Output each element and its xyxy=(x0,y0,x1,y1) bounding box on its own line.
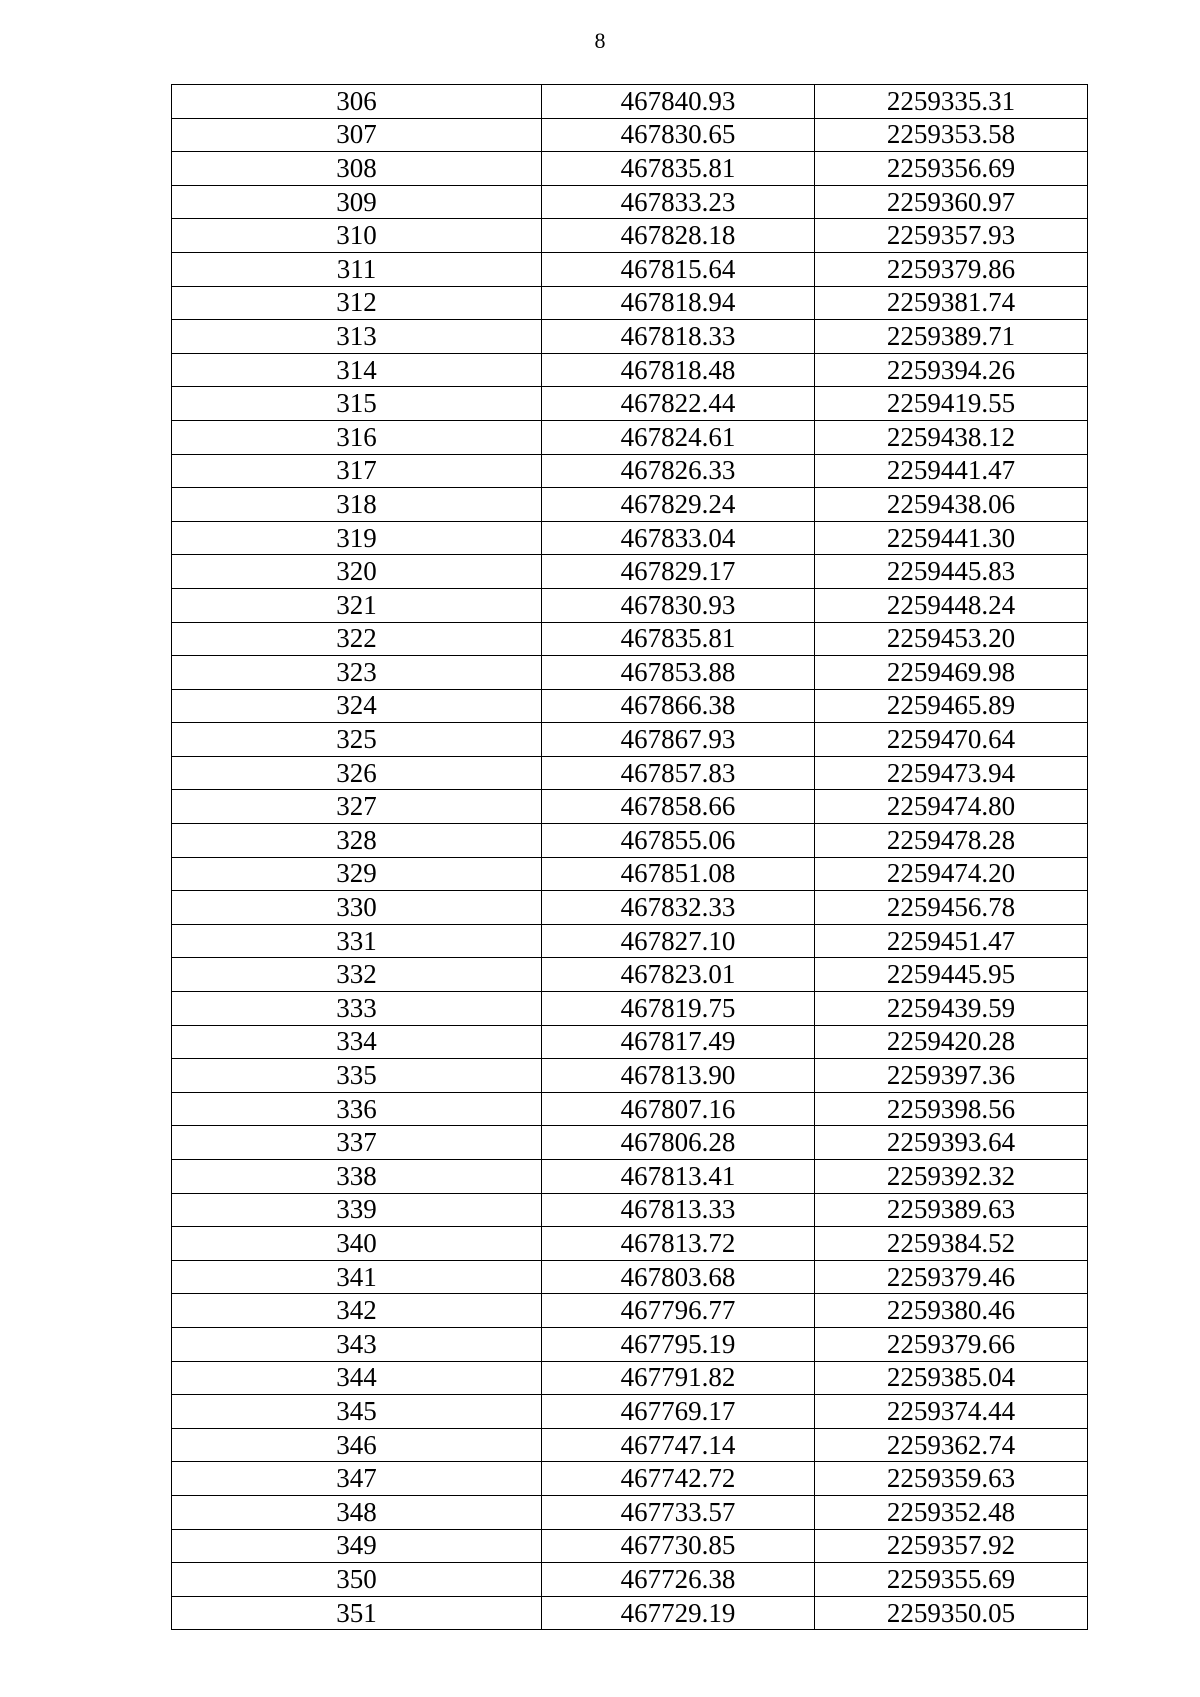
table-row xyxy=(172,152,1088,186)
table-row xyxy=(172,857,1088,891)
x-coordinate-cell: 467866.38 xyxy=(542,689,815,723)
y-coordinate-cell: 2259356.69 xyxy=(815,152,1088,186)
x-coordinate-cell: 467730.85 xyxy=(542,1529,815,1563)
x-coordinate-cell: 467813.90 xyxy=(542,1059,815,1093)
x-coordinate-cell: 467829.24 xyxy=(542,488,815,522)
x-coordinate-cell: 467826.33 xyxy=(542,454,815,488)
table-row xyxy=(172,891,1088,925)
table-row xyxy=(172,387,1088,421)
x-coordinate-cell: 467796.77 xyxy=(542,1294,815,1328)
y-coordinate-cell: 2259439.59 xyxy=(815,992,1088,1026)
x-coordinate-cell: 467807.16 xyxy=(542,1092,815,1126)
y-coordinate-cell: 2259474.20 xyxy=(815,857,1088,891)
table-row xyxy=(172,1327,1088,1361)
point-number-cell: 333 xyxy=(172,992,542,1026)
table-row xyxy=(172,1294,1088,1328)
x-coordinate-cell: 467729.19 xyxy=(542,1596,815,1630)
y-coordinate-cell: 2259389.63 xyxy=(815,1193,1088,1227)
x-coordinate-cell: 467822.44 xyxy=(542,387,815,421)
table-row xyxy=(172,1227,1088,1261)
x-coordinate-cell: 467818.33 xyxy=(542,320,815,354)
y-coordinate-cell: 2259448.24 xyxy=(815,588,1088,622)
coordinates-table-body xyxy=(172,85,1088,1630)
point-number-cell: 337 xyxy=(172,1126,542,1160)
x-coordinate-cell: 467791.82 xyxy=(542,1361,815,1395)
point-number-cell: 312 xyxy=(172,286,542,320)
y-coordinate-cell: 2259335.31 xyxy=(815,85,1088,119)
x-coordinate-cell: 467795.19 xyxy=(542,1327,815,1361)
x-coordinate-cell: 467835.81 xyxy=(542,152,815,186)
x-coordinate-cell: 467742.72 xyxy=(542,1462,815,1496)
y-coordinate-cell: 2259350.05 xyxy=(815,1596,1088,1630)
y-coordinate-cell: 2259379.66 xyxy=(815,1327,1088,1361)
point-number-cell: 327 xyxy=(172,790,542,824)
table-row xyxy=(172,1092,1088,1126)
x-coordinate-cell: 467857.83 xyxy=(542,756,815,790)
x-coordinate-cell: 467833.04 xyxy=(542,521,815,555)
x-coordinate-cell: 467833.23 xyxy=(542,185,815,219)
table-row xyxy=(172,420,1088,454)
table-row xyxy=(172,588,1088,622)
point-number-cell: 325 xyxy=(172,723,542,757)
x-coordinate-cell: 467733.57 xyxy=(542,1495,815,1529)
point-number-cell: 339 xyxy=(172,1193,542,1227)
y-coordinate-cell: 2259381.74 xyxy=(815,286,1088,320)
table-row xyxy=(172,1126,1088,1160)
table-row xyxy=(172,1193,1088,1227)
point-number-cell: 350 xyxy=(172,1563,542,1597)
table-row xyxy=(172,790,1088,824)
table-row xyxy=(172,723,1088,757)
y-coordinate-cell: 2259438.06 xyxy=(815,488,1088,522)
table-row xyxy=(172,1260,1088,1294)
point-number-cell: 315 xyxy=(172,387,542,421)
x-coordinate-cell: 467824.61 xyxy=(542,420,815,454)
x-coordinate-cell: 467747.14 xyxy=(542,1428,815,1462)
table-row xyxy=(172,992,1088,1026)
point-number-cell: 331 xyxy=(172,924,542,958)
table-row xyxy=(172,286,1088,320)
y-coordinate-cell: 2259384.52 xyxy=(815,1227,1088,1261)
point-number-cell: 322 xyxy=(172,622,542,656)
table-row xyxy=(172,1059,1088,1093)
point-number-cell: 348 xyxy=(172,1495,542,1529)
table-row xyxy=(172,1160,1088,1194)
point-number-cell: 317 xyxy=(172,454,542,488)
table-row xyxy=(172,656,1088,690)
y-coordinate-cell: 2259420.28 xyxy=(815,1025,1088,1059)
x-coordinate-cell: 467840.93 xyxy=(542,85,815,119)
table-row xyxy=(172,958,1088,992)
y-coordinate-cell: 2259393.64 xyxy=(815,1126,1088,1160)
y-coordinate-cell: 2259465.89 xyxy=(815,689,1088,723)
point-number-cell: 329 xyxy=(172,857,542,891)
point-number-cell: 318 xyxy=(172,488,542,522)
x-coordinate-cell: 467835.81 xyxy=(542,622,815,656)
point-number-cell: 309 xyxy=(172,185,542,219)
y-coordinate-cell: 2259470.64 xyxy=(815,723,1088,757)
table-row xyxy=(172,824,1088,858)
y-coordinate-cell: 2259441.47 xyxy=(815,454,1088,488)
y-coordinate-cell: 2259379.46 xyxy=(815,1260,1088,1294)
point-number-cell: 347 xyxy=(172,1462,542,1496)
point-number-cell: 316 xyxy=(172,420,542,454)
x-coordinate-cell: 467818.48 xyxy=(542,353,815,387)
x-coordinate-cell: 467855.06 xyxy=(542,824,815,858)
x-coordinate-cell: 467815.64 xyxy=(542,252,815,286)
y-coordinate-cell: 2259473.94 xyxy=(815,756,1088,790)
point-number-cell: 344 xyxy=(172,1361,542,1395)
y-coordinate-cell: 2259398.56 xyxy=(815,1092,1088,1126)
table-row xyxy=(172,118,1088,152)
point-number-cell: 313 xyxy=(172,320,542,354)
point-number-cell: 314 xyxy=(172,353,542,387)
y-coordinate-cell: 2259357.92 xyxy=(815,1529,1088,1563)
point-number-cell: 320 xyxy=(172,555,542,589)
y-coordinate-cell: 2259360.97 xyxy=(815,185,1088,219)
point-number-cell: 310 xyxy=(172,219,542,253)
point-number-cell: 340 xyxy=(172,1227,542,1261)
y-coordinate-cell: 2259441.30 xyxy=(815,521,1088,555)
x-coordinate-cell: 467830.93 xyxy=(542,588,815,622)
x-coordinate-cell: 467818.94 xyxy=(542,286,815,320)
x-coordinate-cell: 467829.17 xyxy=(542,555,815,589)
table-row xyxy=(172,454,1088,488)
coordinates-table xyxy=(171,84,1088,1630)
x-coordinate-cell: 467858.66 xyxy=(542,790,815,824)
table-row xyxy=(172,1361,1088,1395)
x-coordinate-cell: 467827.10 xyxy=(542,924,815,958)
point-number-cell: 338 xyxy=(172,1160,542,1194)
table-row xyxy=(172,521,1088,555)
y-coordinate-cell: 2259438.12 xyxy=(815,420,1088,454)
y-coordinate-cell: 2259362.74 xyxy=(815,1428,1088,1462)
x-coordinate-cell: 467823.01 xyxy=(542,958,815,992)
point-number-cell: 342 xyxy=(172,1294,542,1328)
x-coordinate-cell: 467851.08 xyxy=(542,857,815,891)
y-coordinate-cell: 2259357.93 xyxy=(815,219,1088,253)
point-number-cell: 346 xyxy=(172,1428,542,1462)
point-number-cell: 332 xyxy=(172,958,542,992)
table-row xyxy=(172,219,1088,253)
y-coordinate-cell: 2259374.44 xyxy=(815,1395,1088,1429)
table-row xyxy=(172,622,1088,656)
table-row xyxy=(172,185,1088,219)
point-number-cell: 351 xyxy=(172,1596,542,1630)
y-coordinate-cell: 2259392.32 xyxy=(815,1160,1088,1194)
x-coordinate-cell: 467832.33 xyxy=(542,891,815,925)
table-row xyxy=(172,1395,1088,1429)
point-number-cell: 306 xyxy=(172,85,542,119)
table-row xyxy=(172,1428,1088,1462)
point-number-cell: 328 xyxy=(172,824,542,858)
x-coordinate-cell: 467817.49 xyxy=(542,1025,815,1059)
y-coordinate-cell: 2259453.20 xyxy=(815,622,1088,656)
point-number-cell: 307 xyxy=(172,118,542,152)
y-coordinate-cell: 2259353.58 xyxy=(815,118,1088,152)
point-number-cell: 330 xyxy=(172,891,542,925)
point-number-cell: 334 xyxy=(172,1025,542,1059)
y-coordinate-cell: 2259385.04 xyxy=(815,1361,1088,1395)
y-coordinate-cell: 2259394.26 xyxy=(815,353,1088,387)
x-coordinate-cell: 467813.33 xyxy=(542,1193,815,1227)
y-coordinate-cell: 2259419.55 xyxy=(815,387,1088,421)
table-row xyxy=(172,1495,1088,1529)
y-coordinate-cell: 2259478.28 xyxy=(815,824,1088,858)
point-number-cell: 324 xyxy=(172,689,542,723)
table-row xyxy=(172,1529,1088,1563)
point-number-cell: 308 xyxy=(172,152,542,186)
table-row xyxy=(172,85,1088,119)
table-row xyxy=(172,252,1088,286)
point-number-cell: 323 xyxy=(172,656,542,690)
table-row xyxy=(172,488,1088,522)
x-coordinate-cell: 467806.28 xyxy=(542,1126,815,1160)
point-number-cell: 343 xyxy=(172,1327,542,1361)
table-row xyxy=(172,924,1088,958)
table-row xyxy=(172,353,1088,387)
x-coordinate-cell: 467769.17 xyxy=(542,1395,815,1429)
x-coordinate-cell: 467813.72 xyxy=(542,1227,815,1261)
x-coordinate-cell: 467867.93 xyxy=(542,723,815,757)
point-number-cell: 335 xyxy=(172,1059,542,1093)
x-coordinate-cell: 467813.41 xyxy=(542,1160,815,1194)
point-number-cell: 321 xyxy=(172,588,542,622)
y-coordinate-cell: 2259389.71 xyxy=(815,320,1088,354)
table-row xyxy=(172,689,1088,723)
y-coordinate-cell: 2259352.48 xyxy=(815,1495,1088,1529)
table-row xyxy=(172,320,1088,354)
x-coordinate-cell: 467803.68 xyxy=(542,1260,815,1294)
table-row xyxy=(172,1596,1088,1630)
x-coordinate-cell: 467828.18 xyxy=(542,219,815,253)
x-coordinate-cell: 467726.38 xyxy=(542,1563,815,1597)
y-coordinate-cell: 2259355.69 xyxy=(815,1563,1088,1597)
table-row xyxy=(172,1025,1088,1059)
point-number-cell: 319 xyxy=(172,521,542,555)
x-coordinate-cell: 467830.65 xyxy=(542,118,815,152)
y-coordinate-cell: 2259445.95 xyxy=(815,958,1088,992)
y-coordinate-cell: 2259445.83 xyxy=(815,555,1088,589)
page-number: 8 xyxy=(594,28,606,53)
point-number-cell: 349 xyxy=(172,1529,542,1563)
y-coordinate-cell: 2259380.46 xyxy=(815,1294,1088,1328)
y-coordinate-cell: 2259451.47 xyxy=(815,924,1088,958)
y-coordinate-cell: 2259359.63 xyxy=(815,1462,1088,1496)
table-row xyxy=(172,1462,1088,1496)
y-coordinate-cell: 2259469.98 xyxy=(815,656,1088,690)
y-coordinate-cell: 2259379.86 xyxy=(815,252,1088,286)
table-row xyxy=(172,756,1088,790)
table-row xyxy=(172,1563,1088,1597)
y-coordinate-cell: 2259397.36 xyxy=(815,1059,1088,1093)
point-number-cell: 341 xyxy=(172,1260,542,1294)
x-coordinate-cell: 467819.75 xyxy=(542,992,815,1026)
point-number-cell: 345 xyxy=(172,1395,542,1429)
table-row xyxy=(172,555,1088,589)
point-number-cell: 336 xyxy=(172,1092,542,1126)
point-number-cell: 311 xyxy=(172,252,542,286)
y-coordinate-cell: 2259474.80 xyxy=(815,790,1088,824)
x-coordinate-cell: 467853.88 xyxy=(542,656,815,690)
y-coordinate-cell: 2259456.78 xyxy=(815,891,1088,925)
point-number-cell: 326 xyxy=(172,756,542,790)
